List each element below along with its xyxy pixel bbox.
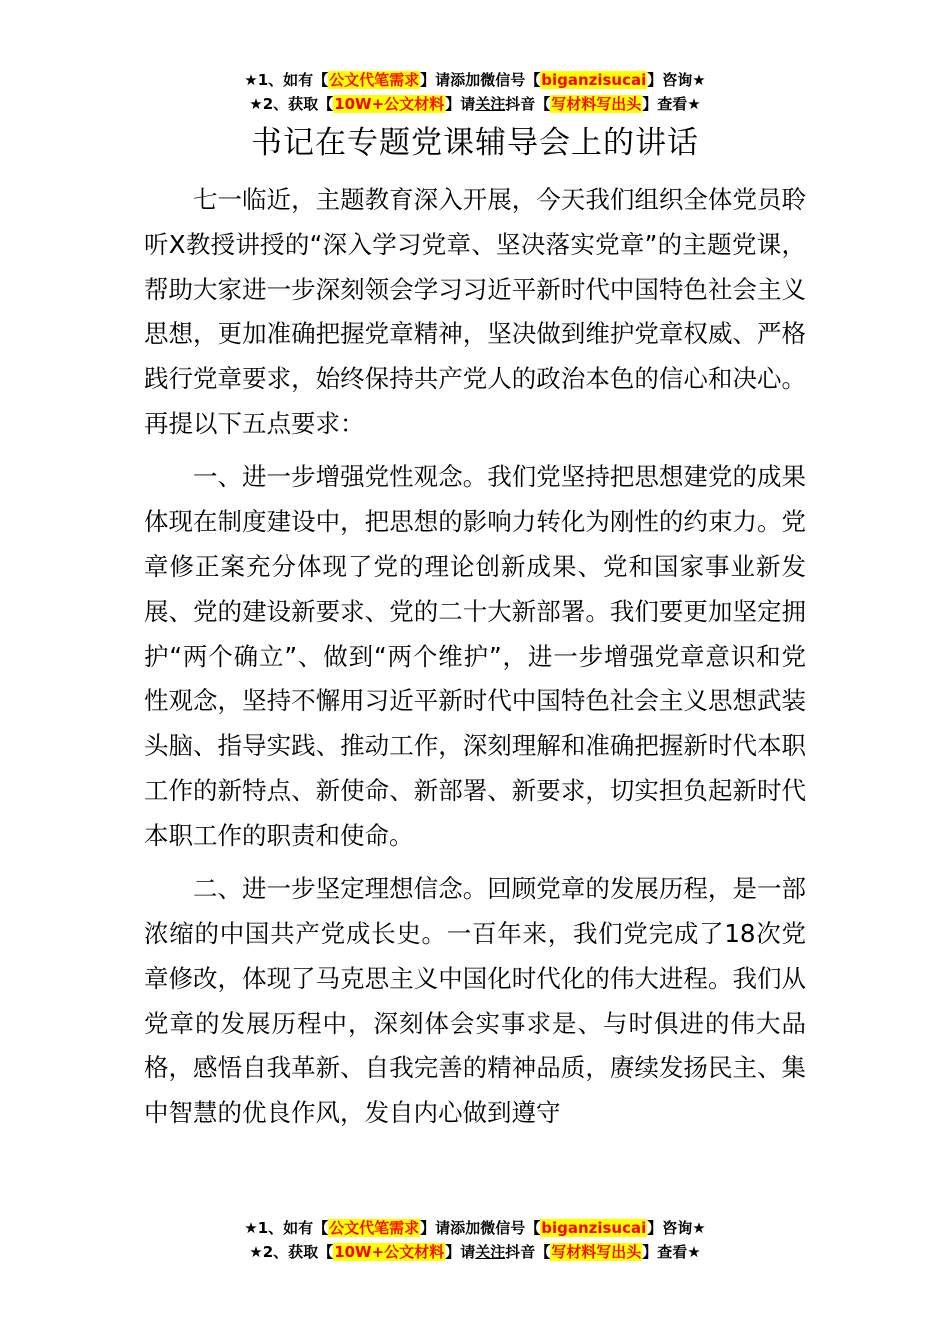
- banner-text: 关注: [475, 95, 506, 113]
- highlight-service: 公文代笔需求: [329, 1219, 420, 1237]
- highlight-materials: 10W+公文材料: [334, 1243, 445, 1261]
- document-title: 书记在专题党课辅导会上的讲话: [251, 125, 699, 161]
- banner-text: 关注: [475, 1243, 506, 1261]
- banner-line-2: [0, 1240, 950, 1264]
- banner-text: 微信号【: [480, 1219, 541, 1237]
- paragraph-point-1: 一、进一步增强党性观念。我们党坚持把思想建党的成果体现在制度建设中，把思想的影响力转化为刚性的约束力。党章修正案充分体现了党的理论创新成果、党和国家事业新发展、党的建设新要求、党的二十大新部署。我们要更加坚定拥护“两个确立”、做到“两个维护”，进一步增强党章意识和党性观念，坚持不懈用习近平新时代中国特色社会主义思想武装头脑、指导实践、推动工作，深刻理解和准确把握新时代本职工作的新特点、新使命、新部署、新要求，切实担负起新时代本职工作的职责和使命。: [144, 462, 806, 850]
- banner-text: 】请添: [420, 71, 466, 89]
- highlight-douyin-id: 写材料写出头: [551, 95, 642, 113]
- footer-banner: [0, 1216, 950, 1264]
- banner-text: 】请: [445, 95, 476, 113]
- banner-text: 】咨询★: [647, 1219, 706, 1237]
- banner-line-2: [0, 92, 950, 116]
- banner-text: ★2、获取【: [249, 95, 334, 113]
- highlight-materials: 10W+公文材料: [334, 95, 445, 113]
- banner-text: 】请: [445, 1243, 476, 1261]
- highlight-wechat-id: biganzisucai: [541, 71, 647, 89]
- banner-text: ★2、获取【: [249, 1243, 334, 1261]
- highlight-douyin-id: 写材料写出头: [551, 1243, 642, 1261]
- banner-text: 加: [465, 1219, 481, 1237]
- header-banner: [0, 68, 950, 116]
- banner-text: 抖音【: [505, 1243, 551, 1261]
- banner-text: 】查看★: [642, 95, 701, 113]
- banner-line-1: [0, 1216, 950, 1240]
- paragraph-intro: 七一临近，主题教育深入开展，今天我们组织全体党员聆听X教授讲授的“深入学习党章、坚决落实党章”的主题党课，帮助大家进一步深刻领会学习习近平新时代中国特色社会主义思想，更加准确把握党章精神，坚决做到维护党章权威、严格践行党章要求，始终保持共产党人的政治本色的信心和决心。再提以下五点要求：: [144, 185, 806, 438]
- banner-text: ★1、如有【: [244, 1219, 329, 1237]
- banner-text: 抖音【: [505, 95, 551, 113]
- highlight-wechat-id: biganzisucai: [541, 1219, 647, 1237]
- banner-text: ★1、如有【: [244, 71, 329, 89]
- banner-text: 加: [465, 71, 481, 89]
- banner-text: 】咨询★: [647, 71, 706, 89]
- banner-text: 微信号【: [480, 71, 541, 89]
- highlight-service: 公文代笔需求: [329, 71, 420, 89]
- banner-text: 】查看★: [642, 1243, 701, 1261]
- banner-text: 】请添: [420, 1219, 466, 1237]
- paragraph-point-2: 二、进一步坚定理想信念。回顾党章的发展历程，是一部浓缩的中国共产党成长史。一百年来，我们党完成了18次党章修改，体现了马克思主义中国化时代化的伟大进程。我们从党章的发展历程中，深刻体会实事求是、与时俱进的伟大品格，感悟自我革新、自我完善的精神品质，赓续发扬民主、集中智慧的优良作风，发自内心做到遵守: [144, 874, 806, 1128]
- document-body: [144, 178, 806, 1145]
- banner-line-1: [0, 68, 950, 92]
